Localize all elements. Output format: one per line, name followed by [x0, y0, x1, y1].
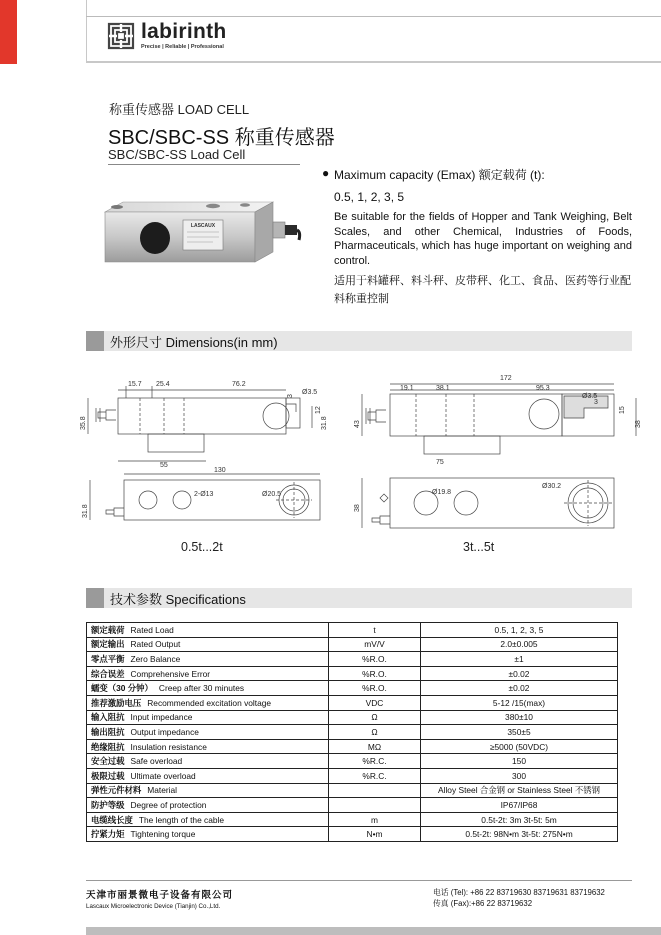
spec-name-en: Material	[147, 785, 178, 796]
spec-unit: %R.O.	[329, 666, 421, 681]
spec-parameter	[87, 681, 329, 696]
right-dim-base: 75	[436, 459, 444, 466]
right-dim-s2: 15	[619, 406, 626, 414]
spec-name-en: Input impedance	[130, 712, 193, 723]
header-divider-vertical	[86, 0, 87, 62]
table-row	[87, 681, 618, 696]
right-dim-d1: 19.1	[400, 385, 414, 392]
spec-name-en: Ultimate overload	[130, 770, 196, 781]
header-rule-bottom	[86, 61, 661, 63]
drawing-caption-left: 0.5t...2t	[181, 540, 223, 554]
left-dim-bore: Ø20.5	[262, 491, 282, 498]
right-dim-h2: 38	[635, 420, 642, 428]
labyrinth-logo-icon	[107, 22, 135, 50]
brand-tagline: Precise | Reliable | Professional	[141, 44, 224, 50]
left-dim-h1: 35.8	[80, 416, 87, 430]
page-subtitle: SBC/SBC-SS Load Cell	[108, 147, 246, 162]
spec-name-cn: 零点平衡	[91, 653, 125, 664]
product-category: 称重传感器 LOAD CELL	[109, 102, 250, 117]
table-row	[87, 827, 618, 842]
spec-unit: %R.C.	[329, 754, 421, 769]
spec-value: 380±10	[421, 710, 618, 725]
red-corner-tab	[0, 0, 17, 64]
table-row	[87, 754, 618, 769]
description-english: Be suitable for the fields of Hopper and Tank Weighing, Belt Scales, and other Chemical, Industries of Foods, Pharmaceuticals, which has huge important on weighing and control.	[334, 211, 632, 267]
spec-value: 0.5t-2t: 3m 3t-5t: 5m	[421, 812, 618, 827]
spec-name-en: Recommended excitation voltage	[147, 697, 272, 708]
spec-unit: Ω	[329, 710, 421, 725]
spec-parameter	[87, 798, 329, 813]
spec-parameter	[87, 739, 329, 754]
section-marker	[86, 331, 104, 351]
section-header-specifications	[86, 588, 632, 608]
spec-unit: VDC	[329, 695, 421, 710]
spec-name-en: Output impedance	[130, 726, 199, 737]
spec-value: ±1	[421, 652, 618, 667]
spec-value: Alloy Steel 合金钢 or Stainless Steel 不锈钢	[421, 783, 618, 798]
spec-value: 350±5	[421, 725, 618, 740]
left-dim-hole: Ø3.5	[302, 389, 318, 396]
table-row	[87, 812, 618, 827]
table-row	[87, 798, 618, 813]
title-underline	[108, 164, 300, 165]
spec-name-en: Zero Balance	[130, 653, 181, 664]
spec-parameter	[87, 666, 329, 681]
spec-value: ±0.02	[421, 666, 618, 681]
spec-name-en: Insulation resistance	[130, 741, 207, 752]
spec-name-en: The length of the cable	[138, 814, 225, 825]
load-cell-photo	[95, 196, 303, 268]
spec-name-cn: 拧紧力矩	[91, 829, 125, 840]
table-row	[87, 623, 618, 638]
left-side-view	[88, 386, 312, 461]
spec-parameter	[87, 725, 329, 740]
spec-unit	[329, 783, 421, 798]
right-dim-hole: Ø3.5	[582, 393, 598, 400]
left-dim-d3: 76.2	[232, 381, 246, 388]
table-row	[87, 637, 618, 652]
spec-value: 300	[421, 768, 618, 783]
right-dim-d3: 95.3	[536, 385, 550, 392]
spec-parameter	[87, 710, 329, 725]
spec-name-en: Rated Load	[130, 624, 174, 635]
table-row	[87, 652, 618, 667]
spec-parameter	[87, 695, 329, 710]
contact-tel: 电话 (Tel): +86 22 83719630 83719631 83719632	[433, 888, 605, 897]
section-marker	[86, 588, 104, 608]
spec-name-en: Degree of protection	[130, 799, 207, 810]
spec-parameter	[87, 623, 329, 638]
left-dim-d1: 15.7	[128, 381, 142, 388]
spec-name-cn: 输入阻抗	[91, 712, 125, 723]
spec-name-cn: 绝缘阻抗	[91, 741, 125, 752]
section-title-dimensions: 外形尺寸 Dimensions(in mm)	[110, 334, 278, 350]
spec-unit: Ω	[329, 725, 421, 740]
footer-divider	[86, 880, 632, 881]
section-header-dimensions	[86, 331, 632, 351]
spec-value: 0.5, 1, 2, 3, 5	[421, 623, 618, 638]
spec-name-cn: 推荐激励电压	[91, 697, 142, 708]
spec-parameter	[87, 812, 329, 827]
spec-unit: N•m	[329, 827, 421, 842]
table-row	[87, 710, 618, 725]
left-dim-base: 55	[160, 462, 168, 469]
spec-name-en: Comprehensive Error	[130, 668, 211, 679]
spec-value: ≥5000 (50VDC)	[421, 739, 618, 754]
left-dim-d2: 25.4	[156, 381, 170, 388]
spec-value: ±0.02	[421, 681, 618, 696]
right-dim-s1: 3	[594, 399, 598, 406]
brand-logo	[107, 22, 227, 50]
left-dim-h2: 31.8	[321, 416, 328, 430]
right-top-view	[362, 478, 614, 528]
spec-name-cn: 输出阻抗	[91, 726, 125, 737]
table-row	[87, 666, 618, 681]
spec-name-cn: 额定载荷	[91, 624, 125, 635]
product-description	[322, 166, 632, 308]
spec-unit: m	[329, 812, 421, 827]
spec-value: IP67/IP68	[421, 798, 618, 813]
spec-name-cn: 蠕变（30 分钟）	[91, 683, 153, 694]
spec-unit: %R.O.	[329, 652, 421, 667]
table-row	[87, 768, 618, 783]
left-dim-len: 130	[214, 467, 226, 474]
brand-name: labirinth	[141, 20, 227, 43]
dimension-drawings	[80, 368, 640, 568]
spec-name-en: Tightening torque	[130, 829, 196, 840]
spec-value: 2.0±0.005	[421, 637, 618, 652]
table-row	[87, 739, 618, 754]
spec-parameter	[87, 754, 329, 769]
spec-unit: %R.O.	[329, 681, 421, 696]
right-dim-h1: 43	[354, 420, 361, 428]
footer-bottom-bar	[86, 927, 661, 935]
spec-name-en: Safe overload	[130, 756, 183, 767]
specifications-table	[86, 622, 618, 842]
footer-company	[86, 887, 233, 910]
description-chinese: 适用于料罐秤、料斗秤、皮带秤、化工、食品、医药等行业配料称重控制	[334, 275, 631, 305]
footer-contact	[433, 887, 605, 909]
bullet-icon: ●	[322, 166, 330, 180]
table-row	[87, 695, 618, 710]
spec-name-cn: 安全过载	[91, 756, 125, 767]
contact-fax: 传真 (Fax):+86 22 83719632	[433, 899, 533, 908]
spec-name-cn: 综合误差	[91, 668, 125, 679]
spec-parameter	[87, 783, 329, 798]
company-name-cn: 天津市丽景微电子设备有限公司	[86, 890, 234, 901]
right-dim-h3: 38	[354, 504, 361, 512]
table-row	[87, 725, 618, 740]
right-dim-total: 172	[500, 375, 512, 382]
spec-unit: mV/V	[329, 637, 421, 652]
right-dim-holes: Ø19.8	[432, 489, 452, 496]
spec-name-cn: 防护等级	[91, 799, 125, 810]
spec-unit: t	[329, 623, 421, 638]
spec-name-cn: 弹性元件材料	[91, 785, 142, 796]
capacity-values: 0.5, 1, 2, 3, 5	[334, 190, 405, 204]
left-dim-s2: 12	[315, 406, 322, 414]
photo-label: LASCAUX	[190, 223, 216, 229]
left-dim-holes: 2-Ø13	[194, 491, 214, 498]
section-title-specifications: 技术参数 Specifications	[110, 591, 246, 607]
spec-value: 5-12 /15(max)	[421, 695, 618, 710]
right-dim-d2: 38.1	[436, 385, 450, 392]
spec-name-cn: 电缆线长度	[91, 814, 133, 825]
spec-name-en: Rated Output	[130, 639, 181, 650]
spec-unit: %R.C.	[329, 768, 421, 783]
drawing-caption-right: 3t...5t	[463, 540, 495, 554]
header-rule-top	[86, 16, 661, 17]
spec-unit: MΩ	[329, 739, 421, 754]
spec-name-en: Creep after 30 minutes	[158, 683, 245, 694]
spec-unit	[329, 798, 421, 813]
left-dim-h3: 31.8	[82, 504, 89, 518]
page-title: SBC/SBC-SS 称重传感器	[108, 127, 335, 149]
left-dim-s1: 3	[287, 394, 294, 398]
spec-parameter	[87, 637, 329, 652]
spec-name-cn: 额定输出	[91, 639, 125, 650]
spec-value: 0.5t-2t: 98N•m 3t-5t: 275N•m	[421, 827, 618, 842]
right-dim-bore: Ø30.2	[542, 483, 562, 490]
capacity-label: Maximum capacity (Emax) 额定载荷 (t):	[334, 168, 545, 182]
company-name-en: Lascaux Microelectronic Device (Tianjin) Co.,Ltd.	[86, 903, 221, 910]
table-row	[87, 783, 618, 798]
spec-value: 150	[421, 754, 618, 769]
spec-parameter	[87, 652, 329, 667]
spec-parameter	[87, 768, 329, 783]
spec-name-cn: 极限过载	[91, 770, 125, 781]
spec-parameter	[87, 827, 329, 842]
